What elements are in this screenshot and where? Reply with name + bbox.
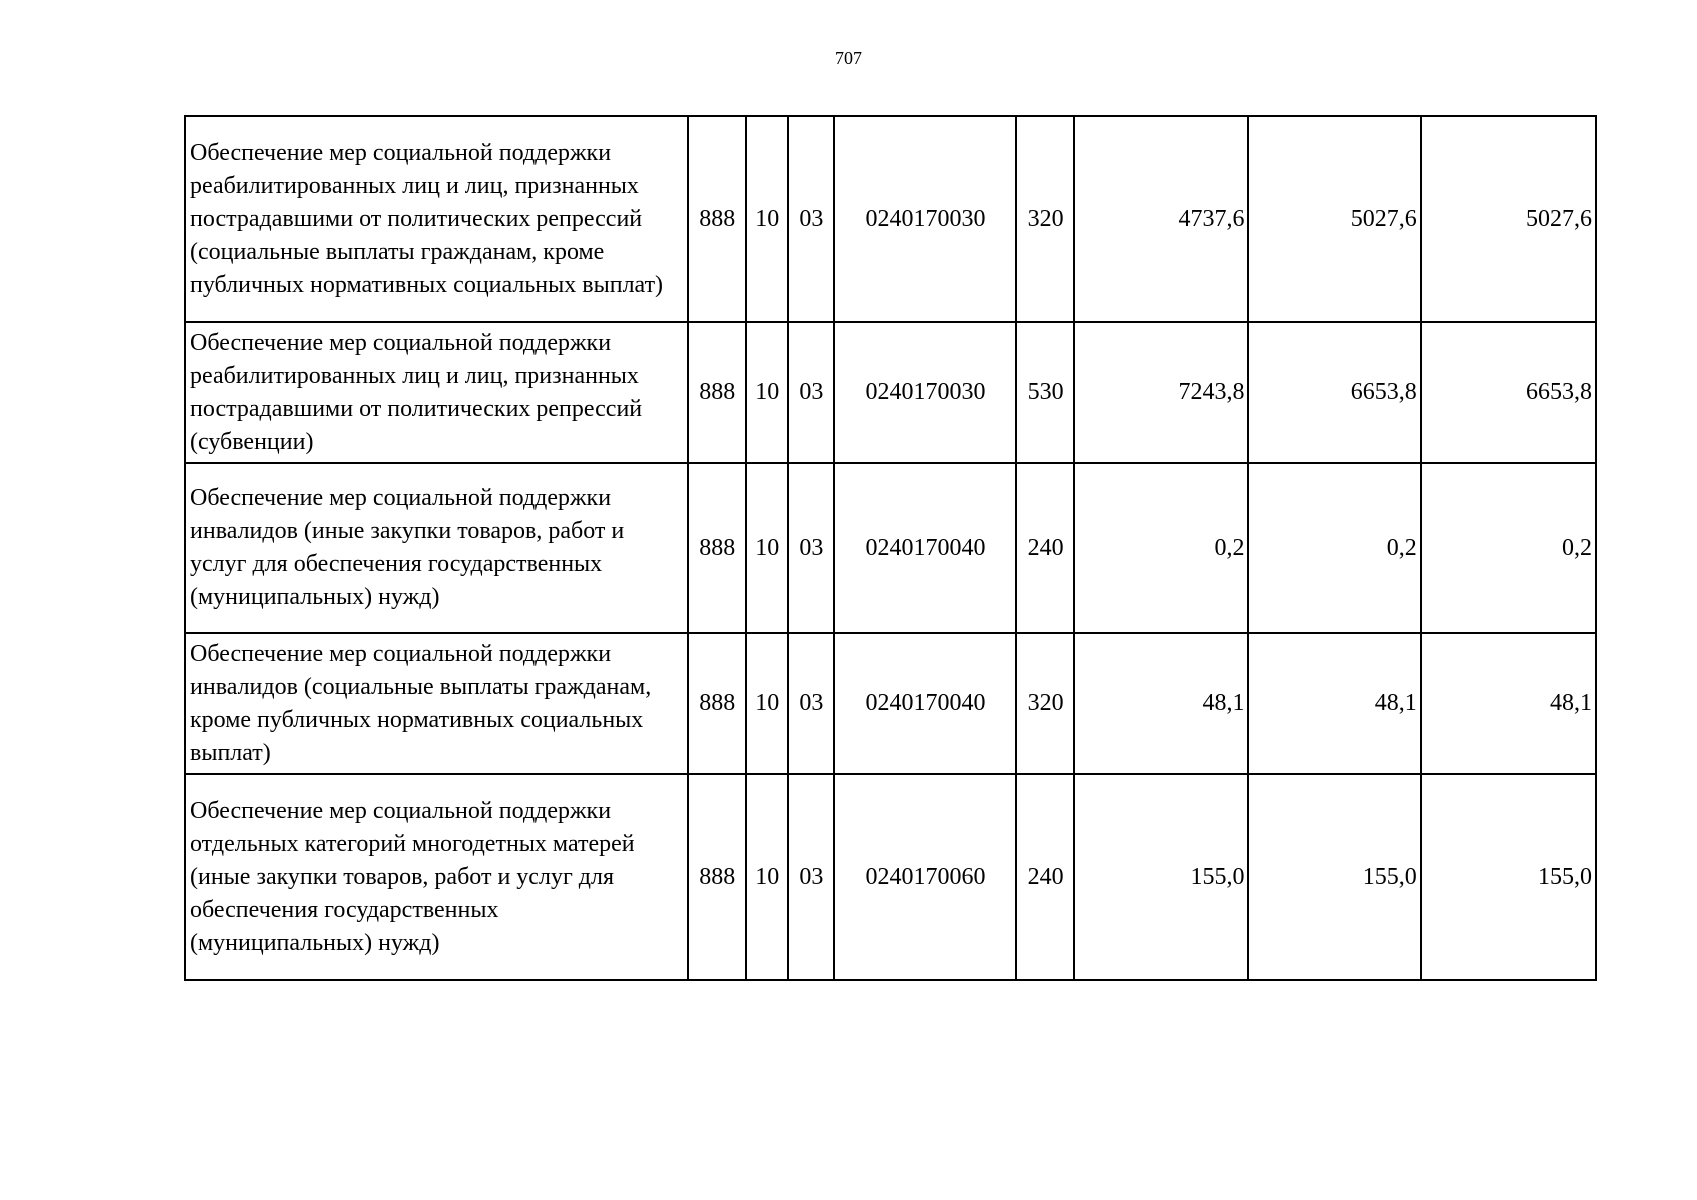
table-row	[185, 633, 1596, 774]
amount-cell: 155,0	[1074, 774, 1248, 980]
subsection-code: 03	[788, 633, 834, 774]
ministry-code: 888	[688, 322, 746, 463]
row-description: Обеспечение мер социальной поддержки реабилитированных лиц и лиц, признанных пострадавшими от политических репрессий (субвенции)	[185, 322, 688, 463]
expense-type-code: 240	[1016, 774, 1074, 980]
page-number: 707	[835, 48, 862, 68]
section-code: 10	[746, 322, 788, 463]
row-description: Обеспечение мер социальной поддержки отдельных категорий многодетных матерей (иные закупки товаров, работ и услуг для обеспечения государственных (муниципальных) нужд)	[185, 774, 688, 980]
amount-cell: 155,0	[1248, 774, 1420, 980]
amount-cell: 5027,6	[1421, 116, 1596, 322]
section-code: 10	[746, 116, 788, 322]
table-row	[185, 116, 1596, 322]
amount-cell: 5027,6	[1248, 116, 1420, 322]
row-description: Обеспечение мер социальной поддержки реабилитированных лиц и лиц, признанных пострадавшими от политических репрессий (социальные выплаты гражданам, кроме публичных нормативных социальных выплат)	[185, 116, 688, 322]
subsection-code: 03	[788, 463, 834, 633]
ministry-code: 888	[688, 116, 746, 322]
subsection-code: 03	[788, 322, 834, 463]
expense-type-code: 240	[1016, 463, 1074, 633]
expense-type-code: 530	[1016, 322, 1074, 463]
target-article-code: 0240170040	[834, 463, 1016, 633]
row-description: Обеспечение мер социальной поддержки инвалидов (социальные выплаты гражданам, кроме публичных нормативных социальных выплат)	[185, 633, 688, 774]
ministry-code: 888	[688, 463, 746, 633]
table-row	[185, 463, 1596, 633]
amount-cell: 48,1	[1248, 633, 1420, 774]
section-code: 10	[746, 633, 788, 774]
target-article-code: 0240170040	[834, 633, 1016, 774]
amount-cell: 0,2	[1248, 463, 1420, 633]
ministry-code: 888	[688, 774, 746, 980]
amount-cell: 6653,8	[1421, 322, 1596, 463]
amount-cell: 6653,8	[1248, 322, 1420, 463]
section-code: 10	[746, 774, 788, 980]
target-article-code: 0240170030	[834, 322, 1016, 463]
expense-type-code: 320	[1016, 116, 1074, 322]
budget-table	[184, 115, 1597, 981]
section-code: 10	[746, 463, 788, 633]
amount-cell: 48,1	[1421, 633, 1596, 774]
subsection-code: 03	[788, 774, 834, 980]
row-description: Обеспечение мер социальной поддержки инвалидов (иные закупки товаров, работ и услуг для обеспечения государственных (муниципальных) нужд)	[185, 463, 688, 633]
table-row	[185, 322, 1596, 463]
amount-cell: 7243,8	[1074, 322, 1248, 463]
ministry-code: 888	[688, 633, 746, 774]
amount-cell: 0,2	[1074, 463, 1248, 633]
target-article-code: 0240170030	[834, 116, 1016, 322]
expense-type-code: 320	[1016, 633, 1074, 774]
table-row	[185, 774, 1596, 980]
amount-cell: 155,0	[1421, 774, 1596, 980]
amount-cell: 0,2	[1421, 463, 1596, 633]
amount-cell: 48,1	[1074, 633, 1248, 774]
amount-cell: 4737,6	[1074, 116, 1248, 322]
subsection-code: 03	[788, 116, 834, 322]
target-article-code: 0240170060	[834, 774, 1016, 980]
